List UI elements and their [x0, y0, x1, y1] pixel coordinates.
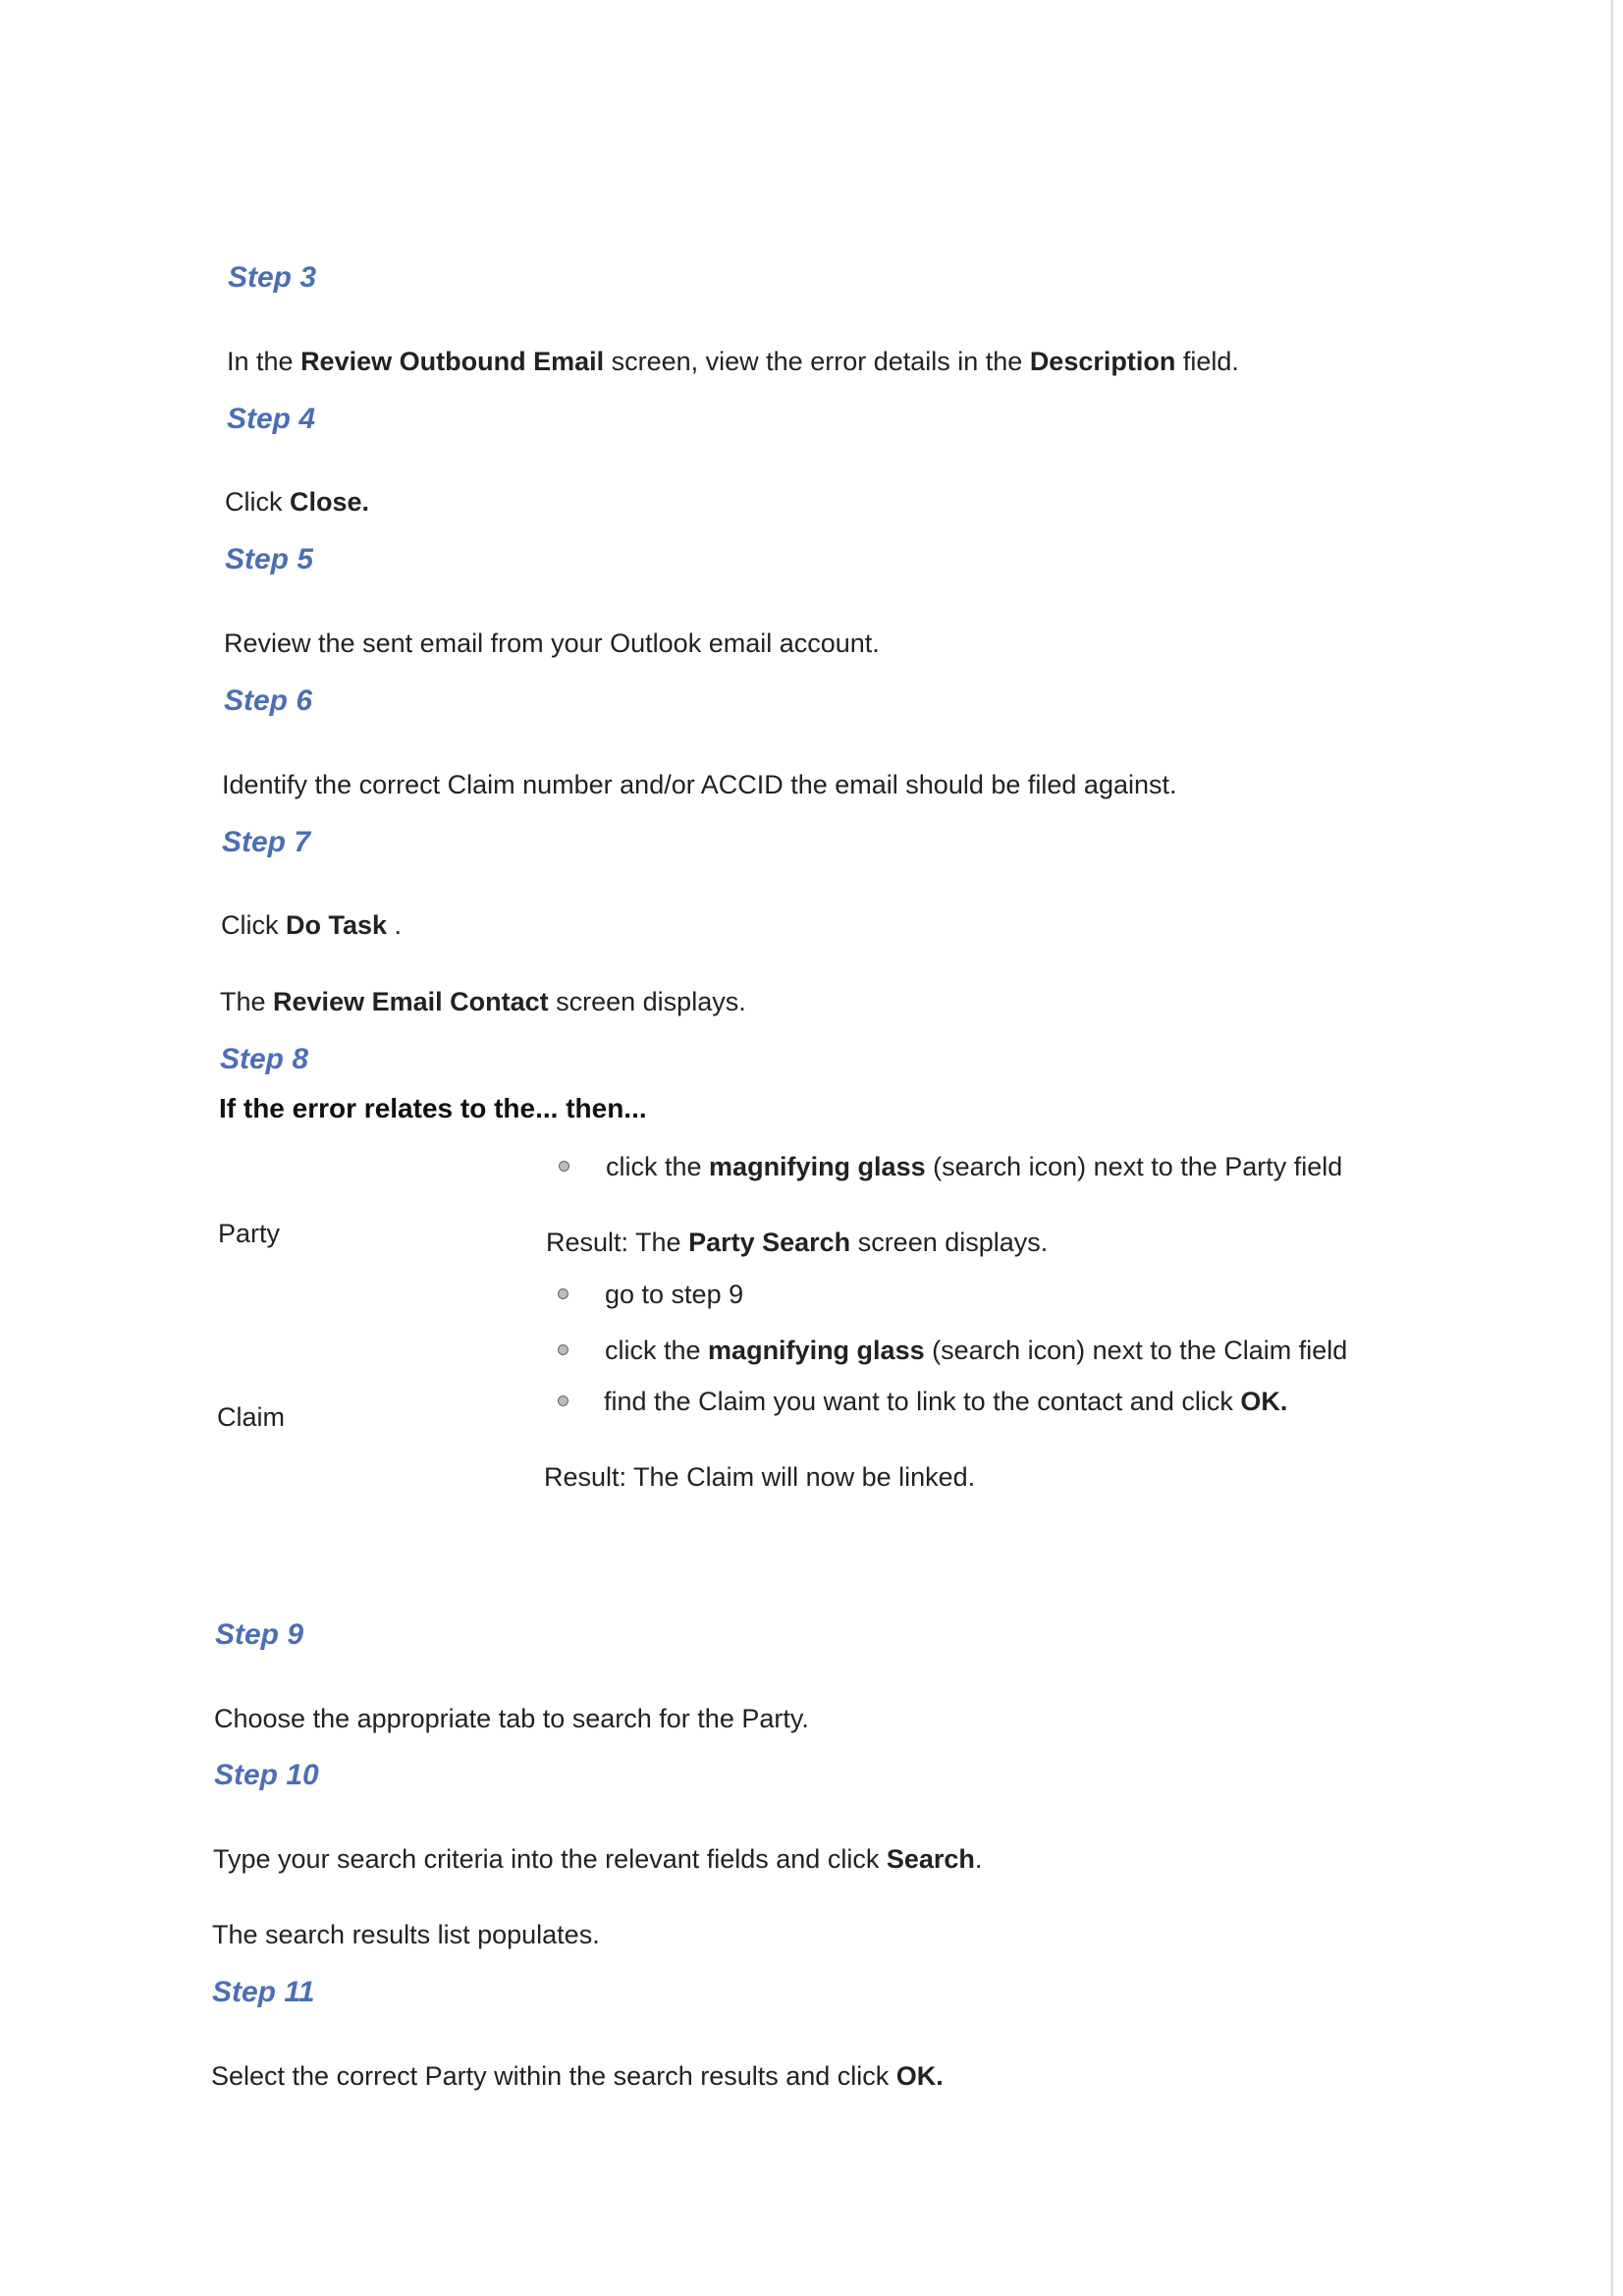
text-run: The — [220, 987, 274, 1016]
step-8-heading: Step 8 — [220, 1043, 309, 1075]
text-run: Result: The — [546, 1228, 689, 1257]
step-11-text — [211, 2060, 944, 2092]
step-9-text: Choose the appropriate tab to search for the Party. — [214, 1704, 809, 1733]
text-run: screen displays. — [548, 987, 746, 1016]
bold-run: magnifying glass — [708, 1336, 925, 1365]
text-run: find the Claim you want to link to the contact and click — [604, 1387, 1241, 1416]
bold-run: Party Search — [688, 1228, 851, 1257]
text-run: In the — [227, 347, 301, 376]
step-6-text: Identify the correct Claim number and/or ACCID the email should be filed against. — [222, 770, 1177, 799]
text-run: Click — [225, 487, 290, 517]
claim-bullet-2 — [604, 1386, 1287, 1417]
step-7-heading: Step 7 — [222, 826, 311, 858]
row-label-party: Party — [218, 1219, 281, 1248]
text-run: Click — [221, 910, 286, 940]
step-10-heading: Step 10 — [214, 1759, 319, 1791]
text-run: screen, view the error details in the — [604, 347, 1030, 376]
page-edge — [1610, 0, 1613, 2296]
bold-run: Review Outbound Email — [300, 347, 605, 376]
step-10-text-1 — [213, 1843, 982, 1875]
step-11-heading: Step 11 — [212, 1976, 315, 2008]
step-9-heading: Step 9 — [215, 1618, 304, 1651]
bold-run: Review Email Contact — [273, 987, 549, 1016]
bold-run: OK. — [1240, 1387, 1288, 1416]
party-result — [546, 1227, 1048, 1258]
party-bullet-2: go to step 9 — [605, 1280, 744, 1309]
bullet-icon — [558, 1344, 568, 1355]
bold-run: magnifying glass — [709, 1152, 926, 1181]
text-run: (search icon) next to the Claim field — [924, 1336, 1348, 1365]
step-10-text-2: The search results list populates. — [212, 1920, 600, 1949]
step-3-text — [227, 346, 1239, 377]
table-header: If the error relates to the... then... — [219, 1093, 647, 1123]
step-7-text-1 — [221, 909, 402, 941]
text-run: click the — [605, 1336, 709, 1365]
text-run: (search icon) next to the Party field — [925, 1152, 1343, 1181]
text-run: Type your search criteria into the relevant fields and click — [213, 1844, 887, 1874]
claim-bullet-1 — [605, 1335, 1347, 1366]
party-bullet-1 — [606, 1151, 1342, 1182]
step-5-text: Review the sent email from your Outlook email account. — [224, 629, 880, 658]
step-4-text — [225, 486, 369, 518]
text-run: click the — [606, 1152, 710, 1181]
text-run: screen displays. — [850, 1228, 1049, 1257]
bullet-icon — [559, 1161, 569, 1172]
text-run: . — [387, 910, 403, 940]
bold-run: Close. — [290, 487, 370, 517]
bold-run: OK. — [895, 2061, 944, 2091]
row-label-claim: Claim — [217, 1402, 286, 1432]
step-6-heading: Step 6 — [224, 684, 313, 717]
bullet-icon — [558, 1288, 568, 1299]
text-run: Select the correct Party within the search results and click — [211, 2061, 896, 2091]
step-7-text-2 — [220, 986, 746, 1017]
bold-run: Description — [1029, 347, 1176, 376]
bold-run: Search — [886, 1844, 975, 1874]
step-4-heading: Step 4 — [227, 403, 316, 435]
step-3-heading: Step 3 — [228, 261, 317, 294]
step-5-heading: Step 5 — [225, 543, 314, 575]
claim-result: Result: The Claim will now be linked. — [544, 1462, 976, 1492]
bold-run: Do Task — [286, 910, 388, 940]
text-run: field. — [1175, 347, 1239, 376]
bullet-icon — [558, 1395, 568, 1406]
text-run: . — [974, 1844, 983, 1874]
